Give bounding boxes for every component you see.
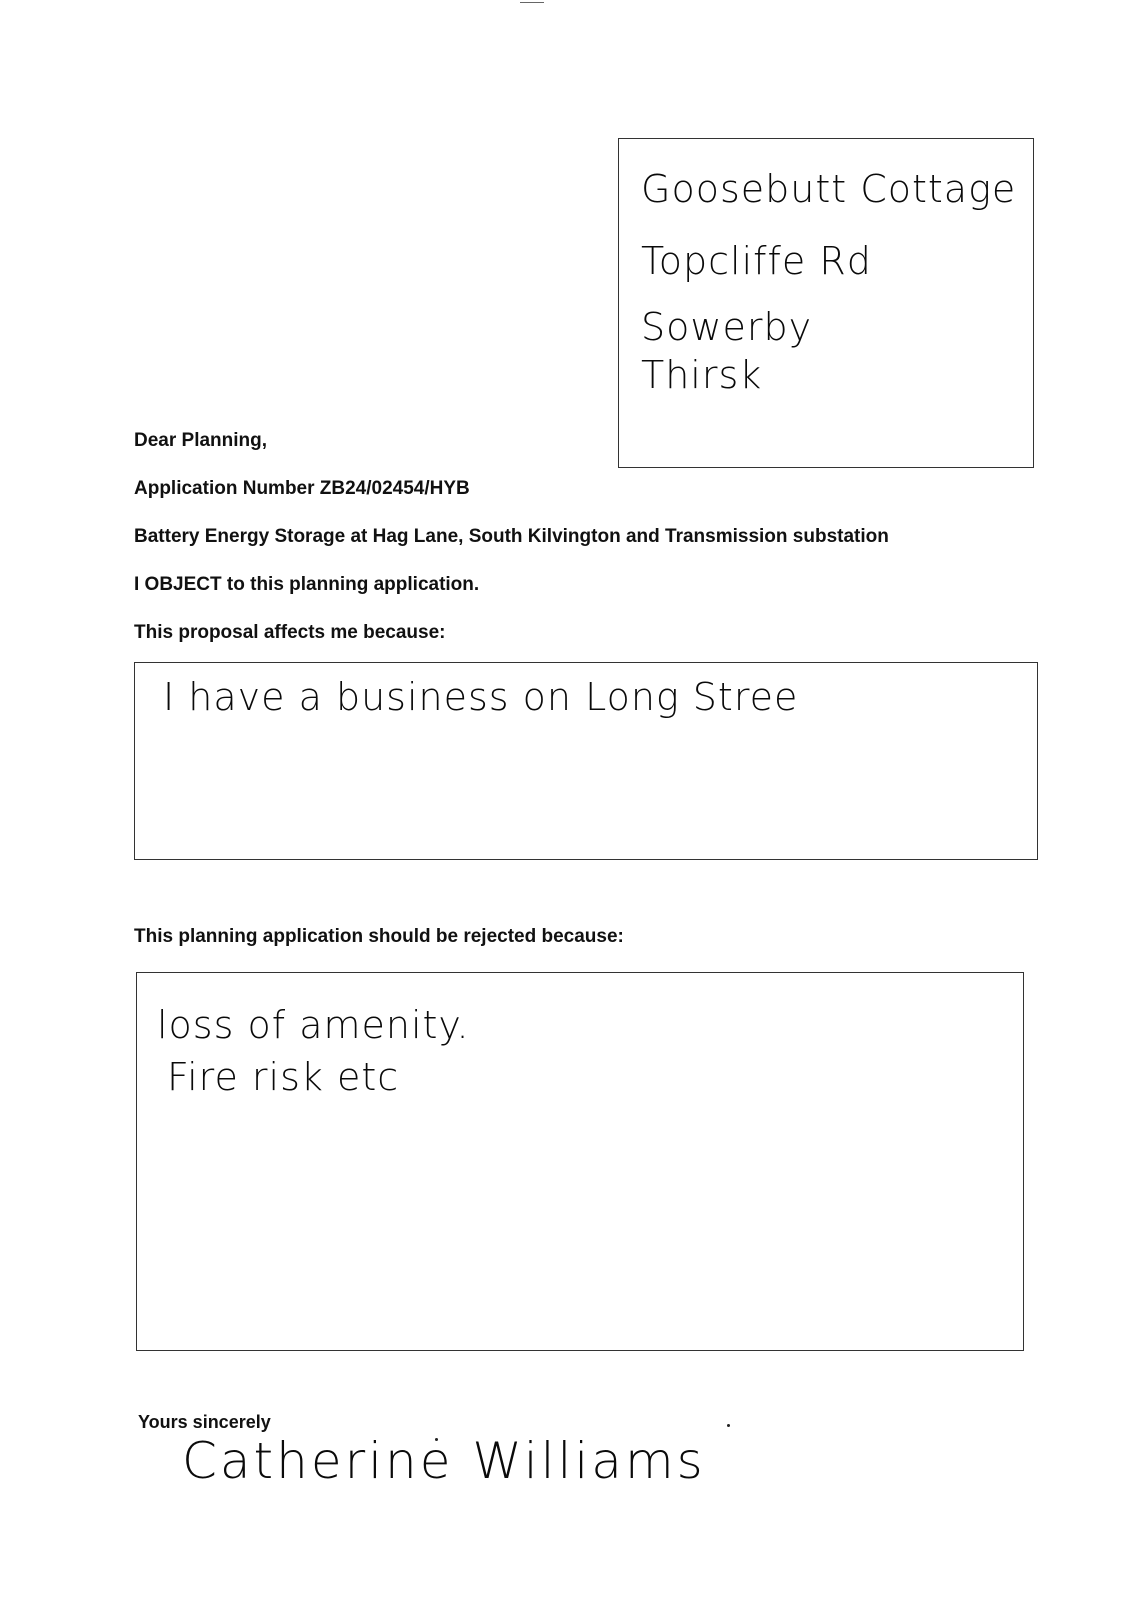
rejected-answer-line-1: loss of amenity. [157,1003,470,1047]
affects-answer-box [134,662,1038,860]
salutation: Dear Planning, [134,430,268,451]
project-description: Battery Energy Storage at Hag Lane, South Kilvington and Transmission substation [134,526,889,547]
closing: Yours sincerely [138,1412,271,1432]
address-line-2: Topcliffe Rd [641,239,872,283]
scan-mark [520,2,544,3]
address-box [618,138,1034,468]
affects-label: This proposal affects me because: [134,622,446,643]
rejected-label: This planning application should be rejected because: [134,926,624,947]
rejected-answer-box [136,972,1024,1351]
signature: Catherine Williams [182,1432,706,1490]
rejected-answer-line-2: Fire risk etc [167,1055,400,1099]
affects-answer: I have a business on Long Stree [163,675,799,719]
application-number: Application Number ZB24/02454/HYB [134,478,470,499]
scan-speck [727,1424,730,1427]
address-line-3: Sowerby [641,305,813,349]
address-line-1: Goosebutt Cottage [641,167,1017,211]
objection-statement: I OBJECT to this planning application. [134,574,480,595]
address-line-4: Thirsk [641,353,763,397]
